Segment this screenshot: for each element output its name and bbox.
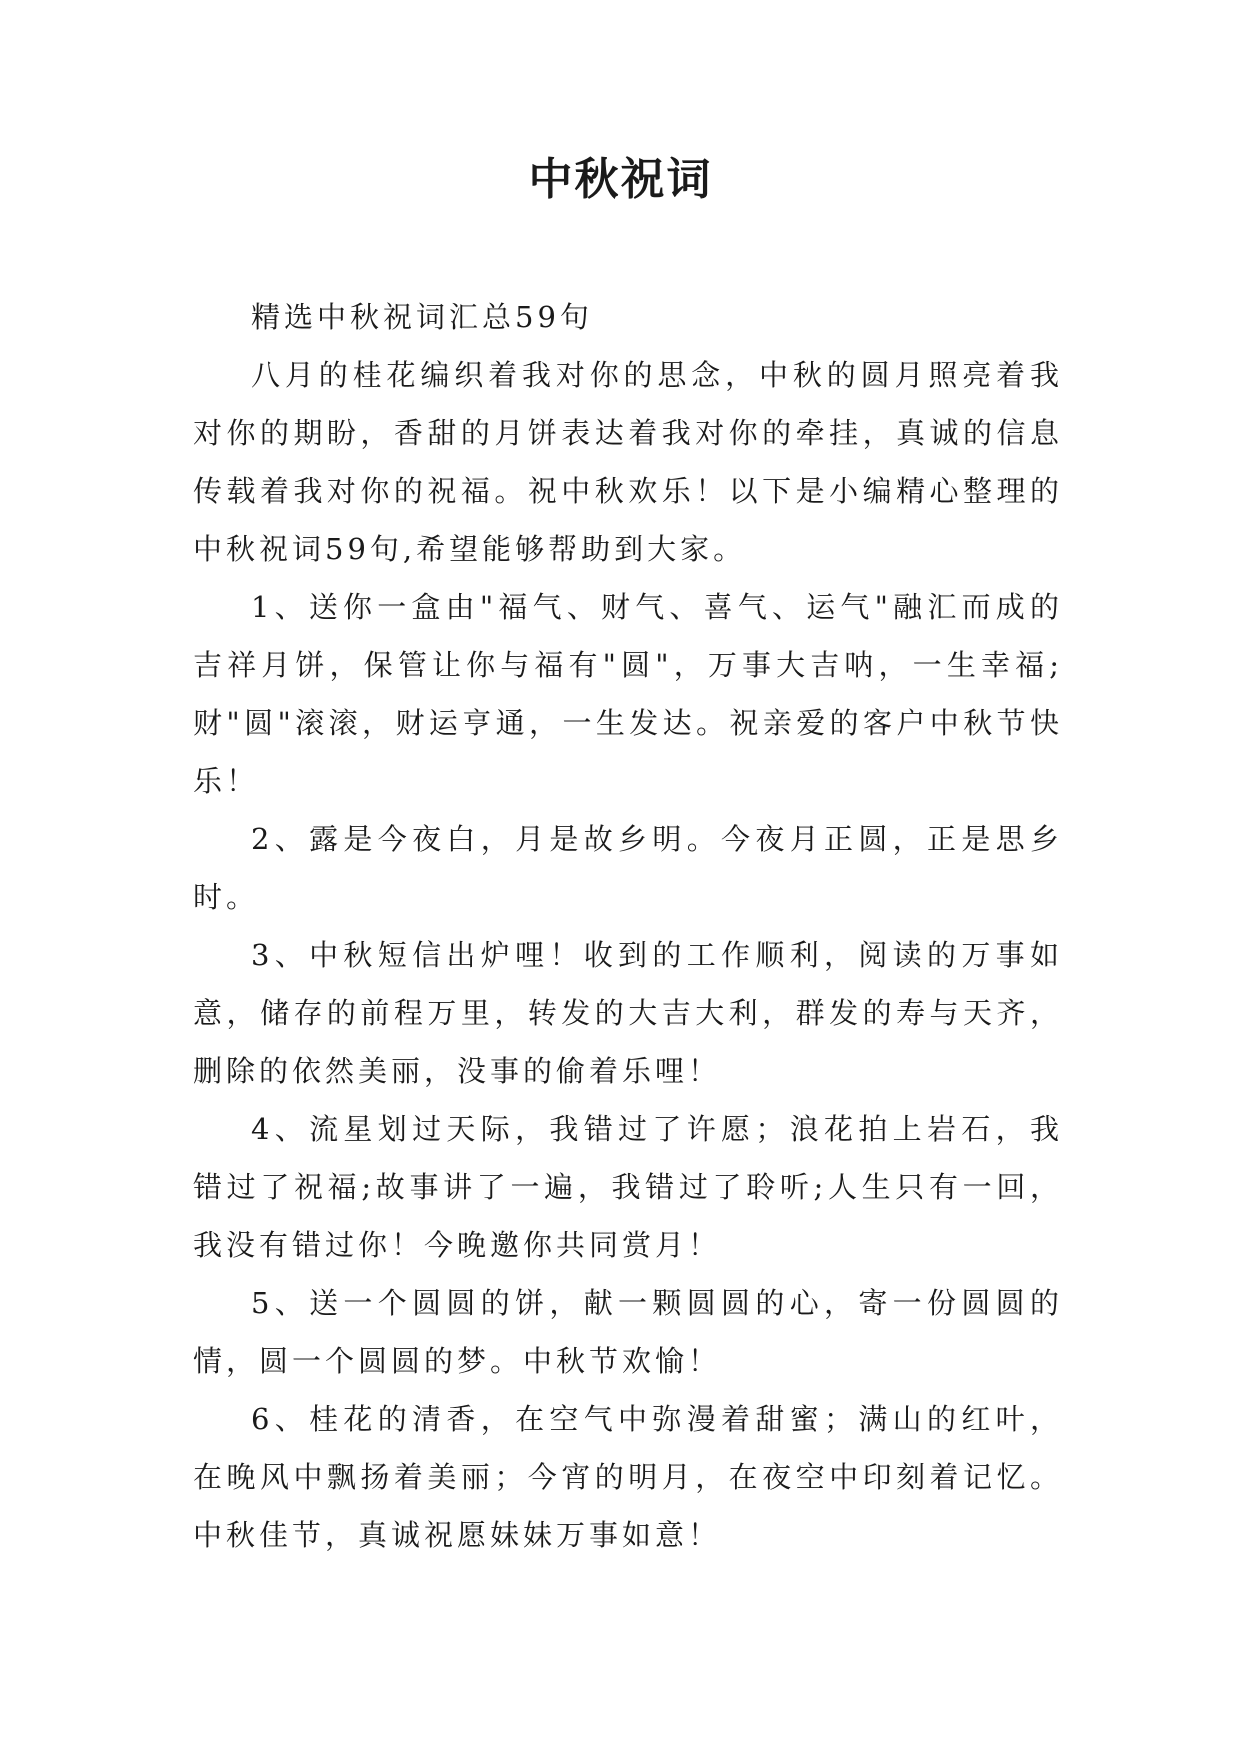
document-title: 中秋祝词	[528, 154, 713, 205]
paragraph-intro-heading: 精选中秋祝词汇总59句	[251, 300, 593, 334]
paragraph-item-1: 1、送你一盒由"福气、财气、喜气、运气"融汇而成的吉祥月饼，保管让你与福有"圆"，万事大吉呐，一生幸福;财"圆"滚滚，财运亨通，一生发达。祝亲爱的客户中秋节快乐！	[193, 590, 1063, 798]
paragraph-item-4: 4、流星划过天际，我错过了许愿；浪花拍上岩石，我错过了祝福;故事讲了一遍，我错过了聆听;人生只有一回，我没有错过你！今晚邀你共同赏月！	[193, 1112, 1063, 1262]
paragraph-intro: 八月的桂花编织着我对你的思念，中秋的圆月照亮着我对你的期盼，香甜的月饼表达着我对你的牵挂，真诚的信息传载着我对你的祝福。祝中秋欢乐！以下是小编精心整理的中秋祝词59句,希望能够帮助到大家。	[193, 358, 1063, 566]
paragraph-item-2: 2、露是今夜白，月是故乡明。今夜月正圆，正是思乡时。	[193, 822, 1063, 914]
document-body	[193, 288, 1063, 1564]
paragraph-item-6: 6、桂花的清香，在空气中弥漫着甜蜜；满山的红叶，在晚风中飘扬着美丽；今宵的明月，在夜空中印刻着记忆。中秋佳节，真诚祝愿妹妹万事如意！	[193, 1402, 1063, 1552]
paragraph-item-5: 5、送一个圆圆的饼，献一颗圆圆的心，寄一份圆圆的情，圆一个圆圆的梦。中秋节欢愉！	[193, 1286, 1063, 1378]
paragraph-item-3: 3、中秋短信出炉哩！收到的工作顺利，阅读的万事如意，储存的前程万里，转发的大吉大利，群发的寿与天齐，删除的依然美丽，没事的偷着乐哩！	[193, 938, 1063, 1088]
